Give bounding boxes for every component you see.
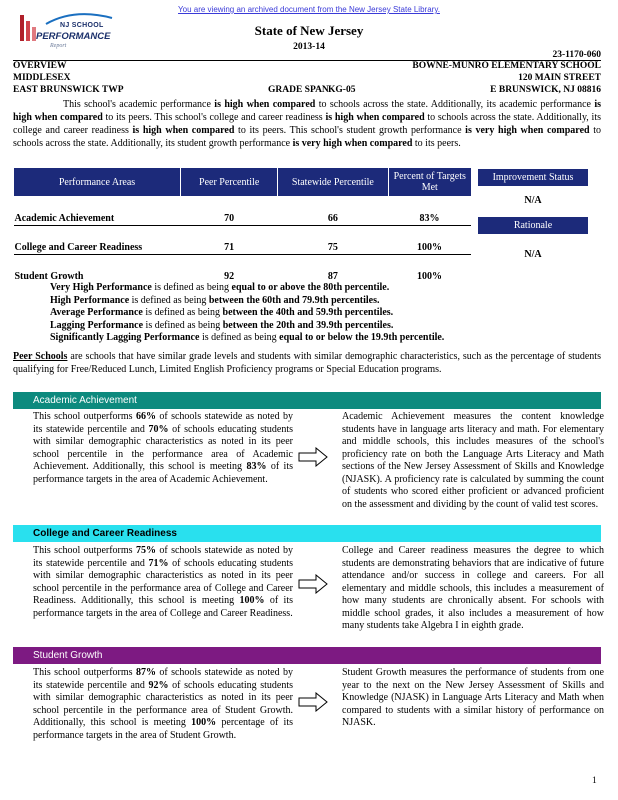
legend-item: Average Performance is defined as being between the 40th and 59.9th percentiles. xyxy=(50,307,394,318)
school-year: 2013-14 xyxy=(293,42,325,52)
summary-percent: 100% xyxy=(191,717,217,728)
school-city: E BRUNSWICK, NJ 08816 xyxy=(490,85,601,95)
summary-text: of schools educating students with similar demographic characteristics as noted in its peer school percentile in the performance area of Academic Achievement. Additionally, this school is meeting xyxy=(33,423,293,472)
rationale-header: Rationale xyxy=(478,217,588,234)
row-targets: 100% xyxy=(388,225,471,254)
school-code: 23-1170-060 xyxy=(552,50,601,60)
district: EAST BRUNSWICK TWP xyxy=(13,85,124,95)
student-growth-summary xyxy=(33,667,293,742)
arrow-right-icon xyxy=(298,447,328,467)
summary-text: of its performance targets in the area of College and Career Readiness. xyxy=(33,595,293,619)
improvement-status-value: N/A xyxy=(524,195,542,206)
section-header-college-career-readiness: College and Career Readiness xyxy=(13,525,601,542)
summary-percent: 66% xyxy=(135,411,156,422)
logo-line1: NJ SCHOOL xyxy=(60,22,104,29)
row-peer: 71 xyxy=(181,225,278,254)
legend-item: Lagging Performance is defined as being between the 20th and 39.9th percentiles. xyxy=(50,319,394,331)
table-row xyxy=(14,254,472,283)
summary-percent: 100% xyxy=(239,595,265,606)
col-header-area: Performance Areas xyxy=(14,168,181,196)
summary-percent: 71% xyxy=(148,557,169,569)
row-targets: 83% xyxy=(388,196,471,225)
summary-text: of schools educating students with similar demographic characteristics as noted in its peer school percentile in the performance area of Student Growth. Additionally, this school is meeting xyxy=(33,679,293,728)
performance-legend xyxy=(50,282,570,345)
table-row xyxy=(14,225,472,254)
summary-paragraph: This school's academic performance is high when compared to schools across the state. Additionally, its academic performance is high when compared to its peers. This school's college and career readiness is high when compared to schools across the state. Additionally, its college and career readiness is high when compared to its peers. This school's student growth performance is very high when compared to schools across the state. Additionally, its student growth performance is very high when compared to its peers. xyxy=(13,99,602,149)
rationale-value: N/A xyxy=(524,249,542,260)
row-state: 66 xyxy=(278,196,388,225)
summary-text: of schools statewide as noted by its statewide percentile and xyxy=(33,667,294,691)
summary-text: of schools statewide as noted by its statewide percentile and xyxy=(33,545,294,569)
school-name: BOWNE-MUNRO ELEMENTARY SCHOOL xyxy=(412,61,601,71)
page-number: 1 xyxy=(592,776,597,786)
row-area: College and Career Readiness xyxy=(14,225,181,254)
archive-notice-link[interactable]: You are viewing an archived document from the New Jersey State Library. xyxy=(178,5,440,14)
summary-percent: 70% xyxy=(148,423,169,435)
row-peer: 92 xyxy=(224,271,235,282)
academic-achievement-description: Academic Achievement measures the content knowledge students have in language arts literacy and math. For elementary and middle schools, this includes measures of the school's proficiency rate on both the Language Arts Literacy and Math sections of the New Jersey Assessment of Skills and Knowledge (NJASK). A proficiency rate is calculated by summing the count of students who scored either proficient or advanced proficient on the assessment and dividing by the count of valid test scores. xyxy=(342,411,604,510)
section-header-student-growth: Student Growth xyxy=(13,647,601,664)
performance-table xyxy=(13,168,471,283)
summary-percent: 87% xyxy=(135,667,156,678)
row-peer: 70 xyxy=(181,196,278,225)
improvement-status-header: Improvement Status xyxy=(478,169,588,186)
summary-percent: 92% xyxy=(148,679,169,691)
row-area: Academic Achievement xyxy=(14,196,181,225)
row-targets: 100% xyxy=(417,271,442,282)
col-header-targets: Percent of Targets Met xyxy=(388,168,471,196)
college-career-readiness-summary xyxy=(33,545,293,620)
grade-span-label: GRADE SPAN xyxy=(268,85,329,95)
summary-text: of schools educating students with similar demographic characteristics as noted in its peer school percentile in the performance area of College and Career Readiness. Additionally, this school is meeting xyxy=(33,557,293,606)
arrow-right-icon xyxy=(298,692,328,712)
col-header-peer: Peer Percentile xyxy=(181,168,278,196)
col-header-state: Statewide Percentile xyxy=(278,168,388,196)
summary-text: This school outperforms xyxy=(33,667,136,678)
county: MIDDLESEX xyxy=(13,73,71,83)
summary-text: This school outperforms xyxy=(33,545,136,556)
state-title: State of New Jersey xyxy=(254,23,364,38)
row-state: 87 xyxy=(327,271,338,282)
college-career-readiness-description: College and Career readiness measures the degree to which students are demonstrating behaviors that are indicative of future attendance and/or success in college and careers. For all elementary and middle schools, this includes a measurement of how many students are chronically absent. For schools with middle school grades, it also includes a measurement of how many students take Algebra I in eighth grade. xyxy=(342,545,604,631)
table-row xyxy=(14,196,472,225)
summary-text: of schools statewide as noted by its statewide percentile and xyxy=(33,411,294,435)
legend-item: Very High Performance is defined as being equal to or above the 80th percentile. xyxy=(50,282,390,293)
arrow-right-icon xyxy=(298,574,328,594)
legend-item: Significantly Lagging Performance is defined as being equal to or below the 19.9th percentile. xyxy=(50,332,445,343)
logo-line3: Report xyxy=(50,43,67,49)
school-street: 120 MAIN STREET xyxy=(518,73,601,83)
summary-text: percentage of its performance targets in the area of Student Growth. xyxy=(33,717,293,741)
summary-text: of its performance targets in the area of Academic Achievement. xyxy=(33,461,293,485)
legend-item: High Performance is defined as being between the 60th and 79.9th percentiles. xyxy=(50,294,380,306)
logo-line2: PERFORMANCE xyxy=(36,31,111,42)
summary-text: This school outperforms xyxy=(33,411,136,422)
academic-achievement-summary xyxy=(33,411,293,486)
grade-span-value: KG-05 xyxy=(328,85,356,95)
peer-schools-definition: Peer Schools are schools that have similar grade levels and students with similar demographic characteristics, such as the percentage of students qualifying for Free/Reduced Lunch, Limited English Proficiency programs or Special Education programs. xyxy=(13,351,601,375)
section-header-academic-achievement: Academic Achievement xyxy=(13,392,601,409)
row-state: 75 xyxy=(278,225,388,254)
row-area: Student Growth xyxy=(14,271,84,282)
summary-percent: 83% xyxy=(246,461,267,472)
section-label: OVERVIEW xyxy=(13,61,67,71)
student-growth-description: Student Growth measures the performance of students from one year to the next on the New Jersey Assessment of Skills and Knowledge (NJASK) in Language Arts Literacy and Math when compared to students with a similar history of performance on NJASK. xyxy=(342,667,604,728)
summary-percent: 75% xyxy=(135,545,156,556)
